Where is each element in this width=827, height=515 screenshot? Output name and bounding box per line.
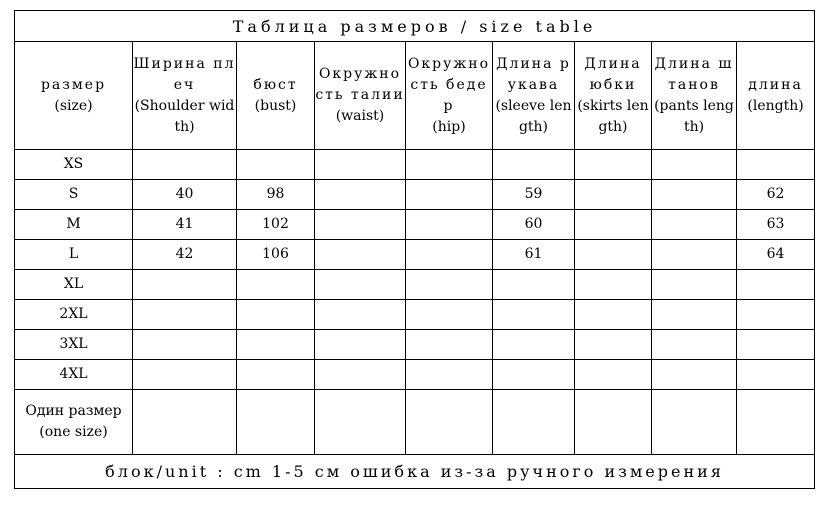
table-cell-bust bbox=[237, 270, 315, 300]
header-waist bbox=[315, 42, 406, 150]
table-cell bbox=[493, 390, 575, 455]
header-pants bbox=[652, 42, 737, 150]
table-cell-sleeve: 60 bbox=[493, 210, 575, 240]
table-cell-sleeve bbox=[493, 150, 575, 180]
table-cell-shoulder: 42 bbox=[133, 240, 237, 270]
table-cell-shoulder: 41 bbox=[133, 210, 237, 240]
table-cell-waist bbox=[315, 240, 406, 270]
one-size-ru: Один размер bbox=[25, 403, 122, 419]
table-cell bbox=[575, 390, 652, 455]
header-hip bbox=[406, 42, 493, 150]
table-cell-length bbox=[737, 150, 815, 180]
table-cell-skirt bbox=[575, 300, 652, 330]
table-title-row bbox=[15, 11, 815, 42]
table-cell-sleeve bbox=[493, 270, 575, 300]
size-label: XS bbox=[15, 150, 133, 180]
table-cell-hip bbox=[406, 240, 493, 270]
one-size-label bbox=[15, 390, 133, 455]
table-cell-hip bbox=[406, 300, 493, 330]
table-row bbox=[15, 330, 815, 360]
table-row bbox=[15, 270, 815, 300]
header-sleeve-en: (sleeve length) bbox=[495, 97, 572, 135]
header-length-en: (length) bbox=[747, 97, 804, 114]
table-cell-skirt bbox=[575, 150, 652, 180]
header-hip-ru: Окружность бедер bbox=[407, 55, 491, 114]
table-cell-waist bbox=[315, 180, 406, 210]
table-cell-skirt bbox=[575, 240, 652, 270]
table-cell-shoulder: 40 bbox=[133, 180, 237, 210]
table-row bbox=[15, 300, 815, 330]
table-cell-length: 64 bbox=[737, 240, 815, 270]
size-table bbox=[14, 10, 815, 489]
size-label: L bbox=[15, 240, 133, 270]
size-table-container bbox=[14, 10, 814, 489]
size-label: XL bbox=[15, 270, 133, 300]
table-cell-sleeve bbox=[493, 360, 575, 390]
size-label: S bbox=[15, 180, 133, 210]
table-cell-pants bbox=[652, 360, 737, 390]
header-pants-en: (pants length) bbox=[654, 97, 734, 135]
table-cell-shoulder bbox=[133, 300, 237, 330]
header-pants-ru: Длина штанов bbox=[654, 55, 734, 93]
table-cell-hip bbox=[406, 270, 493, 300]
table-cell-pants bbox=[652, 180, 737, 210]
table-cell-pants bbox=[652, 210, 737, 240]
header-waist-en: (waist) bbox=[335, 108, 385, 124]
table-cell-waist bbox=[315, 270, 406, 300]
header-size-ru: размер bbox=[40, 76, 107, 93]
table-cell bbox=[652, 390, 737, 455]
table-body bbox=[15, 150, 815, 390]
table-cell-pants bbox=[652, 300, 737, 330]
table-row bbox=[15, 180, 815, 210]
header-sleeve-ru: Длина рукава bbox=[496, 55, 571, 93]
table-cell-bust: 102 bbox=[237, 210, 315, 240]
header-shoulder bbox=[133, 42, 237, 150]
header-skirt-ru: Длина юбки bbox=[584, 55, 642, 93]
footer-row bbox=[15, 455, 815, 489]
header-length-ru: длина bbox=[748, 76, 803, 93]
table-cell-skirt bbox=[575, 210, 652, 240]
table-cell-pants bbox=[652, 330, 737, 360]
table-cell bbox=[133, 390, 237, 455]
table-cell bbox=[315, 390, 406, 455]
header-hip-en: (hip) bbox=[432, 118, 466, 135]
table-cell bbox=[737, 390, 815, 455]
header-length bbox=[737, 42, 815, 150]
table-cell-bust bbox=[237, 300, 315, 330]
footer-note: блок/unit : cm 1-5 см ошибка из-за ручного измерения bbox=[15, 455, 815, 489]
table-cell-shoulder bbox=[133, 270, 237, 300]
one-size-row bbox=[15, 390, 815, 455]
table-cell-waist bbox=[315, 210, 406, 240]
header-bust-en: (bust) bbox=[254, 97, 297, 114]
header-shoulder-en: (Shoulder width) bbox=[134, 97, 235, 135]
header-bust bbox=[237, 42, 315, 150]
table-cell-bust bbox=[237, 360, 315, 390]
table-cell-waist bbox=[315, 150, 406, 180]
header-skirt bbox=[575, 42, 652, 150]
table-cell-pants bbox=[652, 240, 737, 270]
header-skirt-en: (skirts length) bbox=[577, 97, 649, 135]
table-cell-waist bbox=[315, 360, 406, 390]
header-shoulder-ru: Ширина плеч bbox=[133, 55, 236, 93]
table-cell-hip bbox=[406, 180, 493, 210]
table-row bbox=[15, 150, 815, 180]
table-cell-bust bbox=[237, 150, 315, 180]
size-label: M bbox=[15, 210, 133, 240]
table-cell bbox=[237, 390, 315, 455]
header-row bbox=[15, 42, 815, 150]
table-cell-hip bbox=[406, 330, 493, 360]
table-cell-length: 63 bbox=[737, 210, 815, 240]
table-cell-bust bbox=[237, 330, 315, 360]
header-size bbox=[15, 42, 133, 150]
table-cell-skirt bbox=[575, 270, 652, 300]
table-cell-length bbox=[737, 270, 815, 300]
table-cell-skirt bbox=[575, 360, 652, 390]
header-sleeve bbox=[493, 42, 575, 150]
table-cell-waist bbox=[315, 300, 406, 330]
table-cell-skirt bbox=[575, 180, 652, 210]
table-row bbox=[15, 240, 815, 270]
table-cell-pants bbox=[652, 270, 737, 300]
table-row bbox=[15, 360, 815, 390]
table-cell-length bbox=[737, 330, 815, 360]
table-cell-sleeve bbox=[493, 330, 575, 360]
table-cell-hip bbox=[406, 210, 493, 240]
size-label: 4XL bbox=[15, 360, 133, 390]
one-size-en: (one size) bbox=[39, 424, 108, 440]
table-cell-skirt bbox=[575, 330, 652, 360]
table-cell-sleeve bbox=[493, 300, 575, 330]
table-row bbox=[15, 210, 815, 240]
table-cell-bust: 106 bbox=[237, 240, 315, 270]
table-cell bbox=[406, 390, 493, 455]
table-cell-shoulder bbox=[133, 360, 237, 390]
table-cell-shoulder bbox=[133, 150, 237, 180]
table-cell-hip bbox=[406, 150, 493, 180]
table-cell-length bbox=[737, 360, 815, 390]
table-cell-hip bbox=[406, 360, 493, 390]
table-title: Таблица размеров / size table bbox=[15, 11, 815, 42]
table-cell-pants bbox=[652, 150, 737, 180]
table-cell-length bbox=[737, 300, 815, 330]
header-size-en: (size) bbox=[54, 97, 93, 114]
table-cell-bust: 98 bbox=[237, 180, 315, 210]
table-cell-shoulder bbox=[133, 330, 237, 360]
header-waist-ru: Окружность талии bbox=[315, 66, 405, 103]
size-label: 2XL bbox=[15, 300, 133, 330]
header-bust-ru: бюст bbox=[253, 76, 298, 93]
table-cell-sleeve: 59 bbox=[493, 180, 575, 210]
table-cell-sleeve: 61 bbox=[493, 240, 575, 270]
size-label: 3XL bbox=[15, 330, 133, 360]
table-cell-waist bbox=[315, 330, 406, 360]
table-cell-length: 62 bbox=[737, 180, 815, 210]
